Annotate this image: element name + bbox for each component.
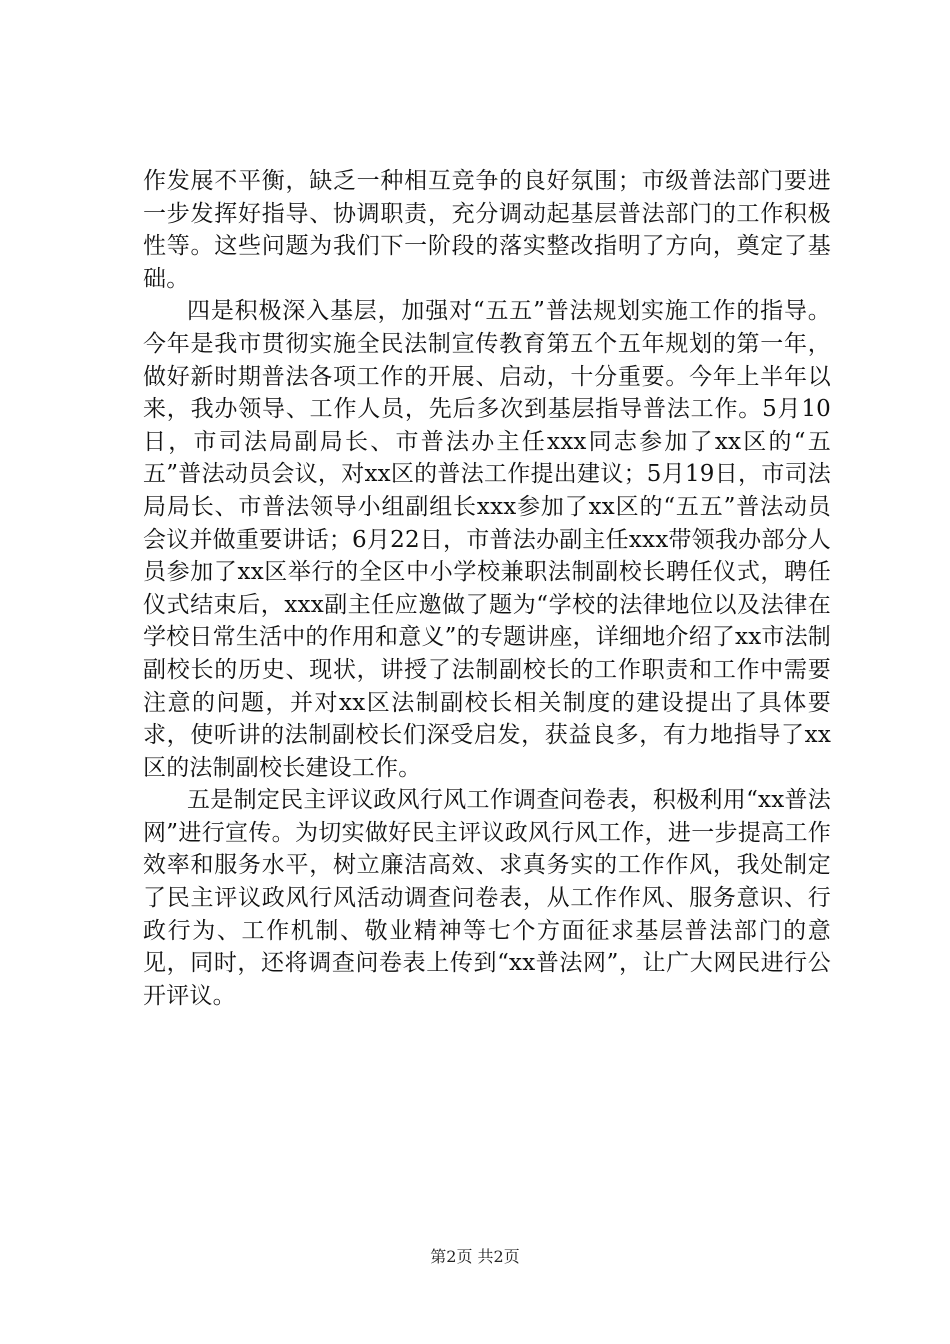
paragraph-continuation: 作发展不平衡，缺乏一种相互竞争的良好氛围；市级普法部门要进一步发挥好指导、协调职责，充分调动起基层普法部门的工作积极性等。这些问题为我们下一阶段的落实整改指明了方向，奠定了基础。 <box>143 168 831 292</box>
paragraph-item-four: 四是积极深入基层，加强对“五五”普法规划实施工作的指导。今年是我市贯彻实施全民法制宣传教育第五个五年规划的第一年，做好新时期普法各项工作的开展、启动，十分重要。今年上半年以来，我办领导、工作人员，先后多次到基层指导普法工作。5月10日，市司法局副局长、市普法办主任xxx同志参加了xx区的“五五”普法动员会议，对xx区的普法工作提出建议；5月19日，市司法局局长、市普法领导小组副组长xxx参加了xx区的“五五”普法动员会议并做重要讲话；6月22日，市普法办副主任xxx带领我办部分人员参加了xx区举行的全区中小学校兼职法制副校长聘任仪式，聘任仪式结束后，xxx副主任应邀做了题为“学校的法律地位以及法律在学校日常生活中的作用和意义”的专题讲座，详细地介绍了xx市法制副校长的历史、现状，讲授了法制副校长的工作职责和工作中需要注意的问题，并对xx区法制副校长相关制度的建设提出了具体要求，使听讲的法制副校长们深受启发，获益良多，有力地指导了xx区的法制副校长建设工作。 <box>143 298 831 781</box>
document-body <box>143 165 831 1012</box>
paragraph-item-five: 五是制定民主评议政风行风工作调查问卷表，积极利用“xx普法网”进行宣传。为切实做好民主评议政风行风工作，进一步提高工作效率和服务水平，树立廉洁高效、求真务实的工作作风，我处制定了民主评议政风行风活动调查问卷表，从工作作风、服务意识、行政行为、工作机制、敬业精神等七个方面征求基层普法部门的意见，同时，还将调查问卷表上传到“xx普法网”，让广大网民进行公开评议。 <box>143 787 831 1009</box>
page-footer: 第2页 共2页 <box>430 1247 520 1266</box>
